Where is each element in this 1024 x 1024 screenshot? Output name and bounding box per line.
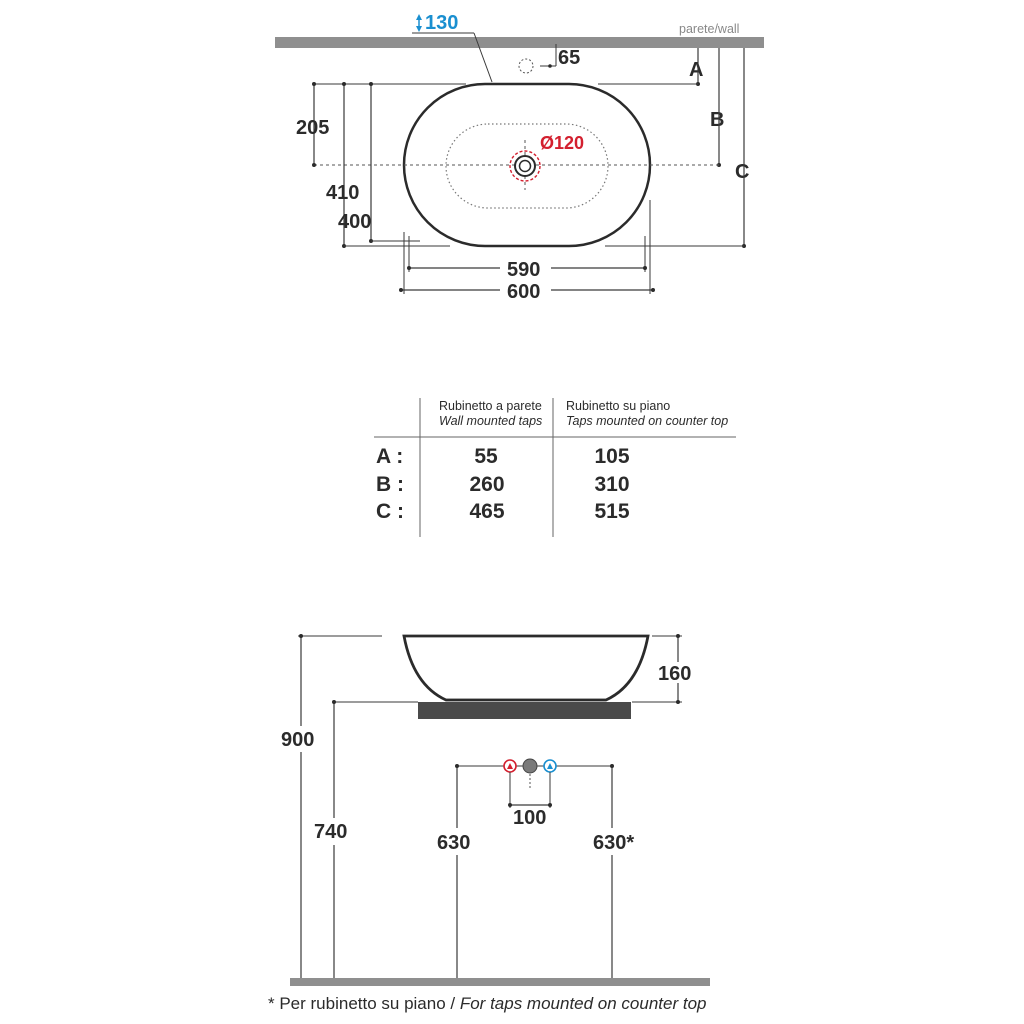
row-label: A : [376,445,404,468]
floor-bar [290,978,710,986]
footnote-italic: For taps mounted on counter top [459,994,707,1013]
dim-letter-c: C [735,161,750,183]
dim-400: 400 [338,211,372,233]
row-counter-value: 105 [594,445,630,468]
dim-590: 590 [507,259,541,281]
side-view [281,634,710,986]
row-counter-value: 310 [594,473,630,496]
col-counter-header: Rubinetto su piano [566,399,671,413]
drain-outer [515,156,535,176]
wall-bar [275,37,764,48]
dim-600: 600 [507,281,541,303]
row-wall-value: 260 [469,473,505,496]
table-row [376,500,630,523]
tap-hole [519,59,533,73]
table-row [376,473,630,496]
dim-65: 65 [558,47,581,69]
col-wall-header: Rubinetto a parete [439,399,542,413]
col-counter-header-en: Taps mounted on counter top [566,414,729,428]
footnote-regular: * Per rubinetto su piano / [268,994,460,1013]
dimension-table [374,398,736,537]
dim-630-right: 630* [593,832,635,854]
dim-740: 740 [314,821,348,843]
drain-outlet-icon [523,759,537,773]
countertop [418,702,631,719]
row-counter-value: 515 [594,500,630,523]
col-wall-header-en: Wall mounted taps [439,414,543,428]
top-view [275,12,764,303]
row-wall-value: 465 [469,500,505,523]
dim-letter-b: B [710,109,725,131]
row-label: C : [376,500,404,523]
table-row [376,445,630,468]
footnote [268,994,707,1013]
dim-205: 205 [296,117,330,139]
dim-630-left: 630 [437,832,471,854]
dim-100: 100 [513,807,547,829]
drain-diameter-label: Ø120 [540,133,585,153]
depth-130-label: 130 [425,12,459,34]
dim-160: 160 [658,663,692,685]
dim-410: 410 [326,182,360,204]
basin-profile [404,636,648,700]
dim-letter-a: A [689,59,704,81]
dim-900: 900 [281,729,315,751]
wall-label: parete/wall [679,22,740,36]
row-label: B : [376,473,404,496]
row-wall-value: 55 [474,445,498,468]
